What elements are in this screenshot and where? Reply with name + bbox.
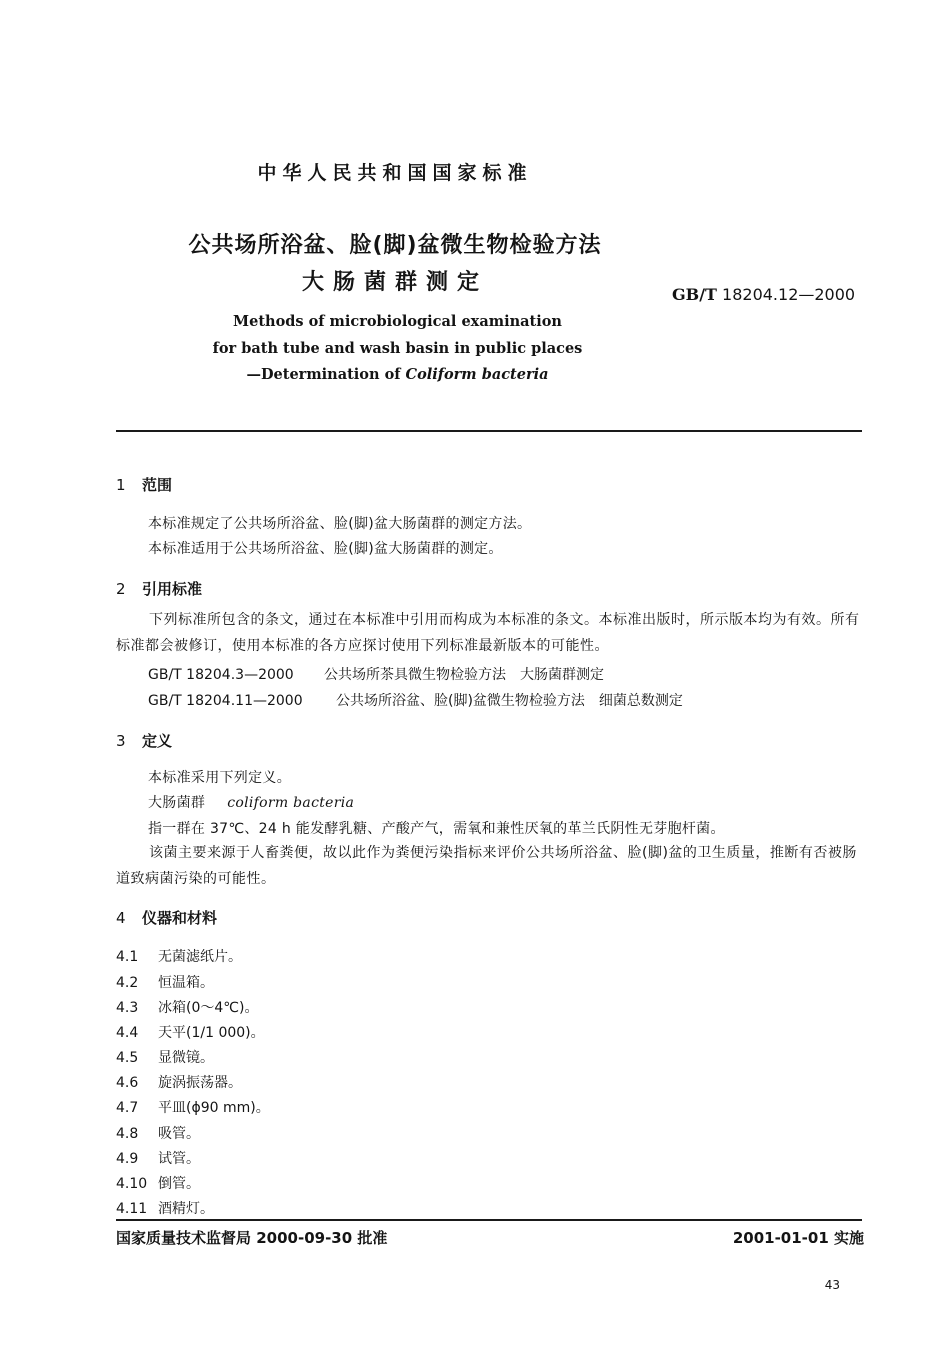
section-title: 引用标准 bbox=[142, 580, 203, 598]
footer-divider bbox=[116, 1219, 862, 1221]
item-number: 4.3 bbox=[116, 1000, 139, 1016]
list-item bbox=[116, 1198, 214, 1218]
item-number: 4.7 bbox=[116, 1100, 139, 1116]
section-1-paragraph-1: 本标准规定了公共场所浴盆、脸(脚)盆大肠菌群的测定方法。 bbox=[148, 516, 532, 532]
section-number: 1 bbox=[116, 476, 126, 494]
item-number: 4.11 bbox=[116, 1201, 148, 1217]
english-title-line3-prefix: —Determination of bbox=[246, 366, 406, 383]
item-text: 旋涡振荡器。 bbox=[158, 1075, 242, 1091]
english-title-line3 bbox=[0, 366, 795, 383]
list-item bbox=[116, 946, 242, 966]
item-text: 显微镜。 bbox=[158, 1050, 214, 1066]
english-title-line2: for bath tube and wash basin in public places bbox=[212, 340, 583, 357]
item-number: 4.1 bbox=[116, 949, 139, 965]
reference-1 bbox=[148, 664, 604, 684]
english-title-line1: Methods of microbiological examination bbox=[233, 313, 562, 330]
term-entry bbox=[148, 792, 354, 812]
section-title: 仪器和材料 bbox=[142, 909, 218, 927]
reference-code: GB/T 18204.11—2000 bbox=[148, 693, 303, 709]
list-item bbox=[116, 972, 214, 992]
item-number: 4.4 bbox=[116, 1025, 139, 1041]
list-item bbox=[116, 1173, 200, 1193]
list-item bbox=[116, 1123, 200, 1143]
item-text: 酒精灯。 bbox=[158, 1201, 214, 1217]
standard-code: 18204.12—2000 bbox=[722, 285, 856, 304]
reference-2 bbox=[148, 690, 683, 710]
header-divider bbox=[116, 430, 862, 432]
implementation-date: 2001-01-01 实施 bbox=[732, 1229, 864, 1247]
approval-line: 国家质量技术监督局 2000-09-30 批准 bbox=[116, 1229, 388, 1247]
section-3-heading bbox=[116, 730, 172, 751]
standard-title-line2: 大肠菌群测定 bbox=[301, 270, 488, 295]
term-definition: 指一群在 37℃、24 h 能发酵乳糖、产酸产气，需氧和兼性厌氧的革兰氏阴性无芽胞杆菌。 bbox=[148, 821, 725, 837]
item-number: 4.5 bbox=[116, 1050, 139, 1066]
section-number: 2 bbox=[116, 580, 126, 598]
item-text: 无菌滤纸片。 bbox=[158, 949, 242, 965]
item-number: 4.2 bbox=[116, 975, 139, 991]
english-title-line3-italic: Coliform bacteria bbox=[405, 366, 549, 383]
standard-number bbox=[672, 285, 855, 304]
section-2-heading bbox=[116, 578, 202, 599]
standard-prefix: GB/T bbox=[672, 285, 717, 304]
list-item bbox=[116, 1097, 270, 1117]
item-text: 平皿(ϕ90 mm)。 bbox=[158, 1100, 270, 1116]
section-number: 3 bbox=[116, 732, 126, 750]
section-title: 范围 bbox=[142, 476, 173, 494]
term-note: 该菌主要来源于人畜粪便，故以此作为粪便污染指标来评价公共场所浴盆、脸(脚)盆的卫生质量，推断有否被肠道致病菌污染的可能性。 bbox=[116, 845, 857, 887]
item-text: 吸管。 bbox=[158, 1126, 200, 1142]
item-number: 4.9 bbox=[116, 1151, 139, 1167]
term-english: coliform bacteria bbox=[227, 795, 355, 811]
item-text: 恒温箱。 bbox=[158, 975, 214, 991]
reference-code: GB/T 18204.3—2000 bbox=[148, 667, 294, 683]
section-2-paragraph: 下列标准所包含的条文，通过在本标准中引用而构成为本标准的条文。本标准出版时，所示版本均为有效。所有标准都会被修订，使用本标准的各方应探讨使用下列标准最新版本的可能性。 bbox=[116, 612, 860, 654]
section-1-heading bbox=[116, 474, 172, 495]
term-chinese: 大肠菌群 bbox=[148, 795, 206, 811]
section-3-intro: 本标准采用下列定义。 bbox=[148, 770, 291, 786]
item-number: 4.6 bbox=[116, 1075, 139, 1091]
list-item bbox=[116, 1148, 200, 1168]
item-number: 4.8 bbox=[116, 1126, 139, 1142]
page-number: 43 bbox=[824, 1278, 840, 1292]
list-item bbox=[116, 997, 258, 1017]
section-number: 4 bbox=[116, 909, 126, 927]
standard-title-line1: 公共场所浴盆、脸(脚)盆微生物检验方法 bbox=[188, 233, 602, 258]
item-text: 冰箱(0～4℃)。 bbox=[158, 1000, 259, 1016]
item-text: 试管。 bbox=[158, 1151, 200, 1167]
item-text: 倒管。 bbox=[158, 1176, 200, 1192]
list-item bbox=[116, 1072, 242, 1092]
reference-title: 公共场所浴盆、脸(脚)盆微生物检验方法 细菌总数测定 bbox=[336, 693, 683, 709]
item-number: 4.10 bbox=[116, 1176, 148, 1192]
list-item bbox=[116, 1022, 265, 1042]
section-1-paragraph-2: 本标准适用于公共场所浴盆、脸(脚)盆大肠菌群的测定。 bbox=[148, 541, 503, 557]
list-item bbox=[116, 1047, 214, 1067]
national-standard-heading: 中华人民共和国国家标准 bbox=[257, 162, 533, 184]
item-text: 天平(1/1 000)。 bbox=[158, 1025, 265, 1041]
section-4-heading bbox=[116, 907, 217, 928]
reference-title: 公共场所茶具微生物检验方法 大肠菌群测定 bbox=[324, 667, 604, 683]
section-title: 定义 bbox=[142, 732, 173, 750]
